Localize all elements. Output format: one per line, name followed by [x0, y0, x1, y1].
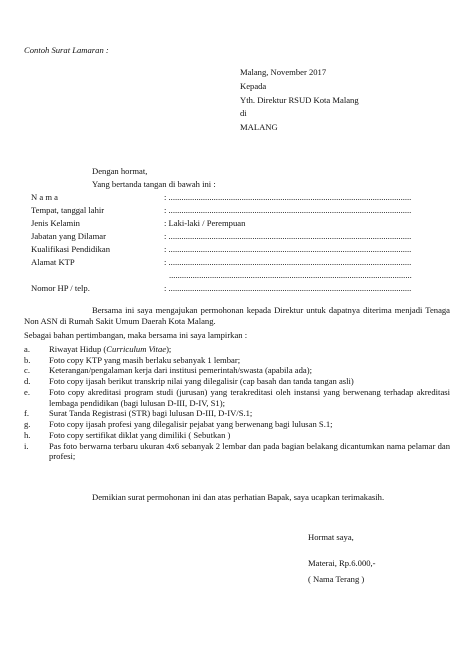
recipient-city: MALANG [240, 122, 278, 132]
list-text-part: ); [166, 344, 172, 354]
list-item [24, 376, 450, 387]
list-marker: e. [24, 386, 30, 397]
list-text: Foto copy KTP yang masih berlaku sebanyak 1 lembar; [49, 354, 241, 365]
field-label: N a m a [31, 192, 58, 202]
kepada-label: Kepada [240, 81, 267, 91]
list-item [24, 441, 450, 462]
list-text: Foto copy ijasah profesi yang dilegalisir pejabat yang berwenang bagi lulusan S.1; [49, 419, 333, 430]
list-marker: c. [24, 365, 30, 376]
di-label: di [240, 108, 247, 118]
list-text: Keterangan/pengalaman kerja dari institusi pemerintah/swasta (apabila ada); [49, 365, 312, 376]
field-value: : ................................................................................................................. [164, 244, 412, 254]
list-text: Foto copy ijasah berikut transkrip nilai yang dilegalisir (cap basah dan tanda tangan asli) [49, 376, 354, 387]
body-paragraph: Bersama ini saya mengajukan permohonan kepada Direktur untuk dapatnya diterima menjadi Tenaga Non ASN di Rumah Sakit Umum Daerah Kota Malang. [24, 305, 450, 326]
list-marker: f. [24, 408, 30, 419]
list-text: Surat Tanda Registrasi (STR) bagi lulusan D-III, D-IV/S.1; [49, 408, 253, 419]
list-item [24, 430, 450, 441]
signature-materai: Materai, Rp.6.000,- [308, 558, 376, 568]
field-label: Jenis Kelamin [31, 218, 80, 228]
recipient: Yth. Direktur RSUD Kota Malang [240, 95, 359, 105]
list-text: Foto copy sertifikat diklat yang dimiliki ( Sebutkan ) [49, 429, 231, 440]
signature-salutation: Hormat saya, [308, 532, 354, 542]
list-marker: d. [24, 376, 31, 387]
field-label: Alamat KTP [31, 257, 75, 267]
list-marker: b. [24, 354, 31, 365]
document-heading: Contoh Surat Lamaran : [24, 45, 109, 55]
list-item [24, 344, 450, 355]
place-date: Malang, November 2017 [240, 67, 327, 77]
field-value: : ................................................................................................................. [164, 257, 412, 267]
intro-text: Yang bertanda tangan di bawah ini : [92, 179, 216, 189]
field-value: : ................................................................................................................. [164, 192, 412, 202]
field-value: : ................................................................................................................. [164, 231, 412, 241]
list-text [49, 344, 450, 355]
list-marker: i. [24, 440, 29, 451]
field-value: : ................................................................................................................. [164, 283, 412, 293]
field-label: Jabatan yang Dilamar [31, 231, 106, 241]
list-item [24, 365, 450, 376]
closing-paragraph: Demikian surat permohonan ini dan atas perhatian Bapak, saya ucapkan terimakasih. [92, 492, 385, 502]
list-marker: h. [24, 429, 31, 440]
list-text-italic: Curriculum Vitae [106, 344, 167, 354]
list-text: Pas foto berwarna terbaru ukuran 4x6 sebanyak 2 lembar dan pada bagian belakang dicantumkan nama pelamar dan profesi; [49, 440, 450, 462]
field-value: : Laki-laki / Perempuan [164, 218, 246, 228]
field-label: Nomor HP / telp. [31, 283, 90, 293]
list-item [24, 355, 450, 366]
list-item [24, 387, 450, 408]
list-item [24, 419, 450, 430]
list-item [24, 408, 450, 419]
attachments-intro: Sebagai bahan pertimbangan, maka bersama ini saya lampirkan : [24, 330, 248, 340]
field-value: : ................................................................................................................. [164, 205, 412, 215]
list-text: Foto copy akreditasi program studi (jurusan) yang terakreditasi oleh instansi yang berwenang terhadap akreditasi lembaga pendidikan (bagi lulusan D-III, D-IV, S1); [49, 386, 450, 408]
list-marker: a. [24, 344, 30, 354]
signature-name: ( Nama Terang ) [308, 574, 365, 584]
attachments-list [24, 344, 450, 462]
list-marker: g. [24, 419, 31, 430]
field-label: Tempat, tanggal lahir [31, 205, 105, 215]
greeting: Dengan hormat, [92, 166, 148, 176]
list-text-part: Riwayat Hidup ( [49, 344, 107, 354]
field-value: ................................................................................................................. [169, 270, 412, 280]
field-label: Kualifikasi Pendidikan [31, 244, 111, 254]
